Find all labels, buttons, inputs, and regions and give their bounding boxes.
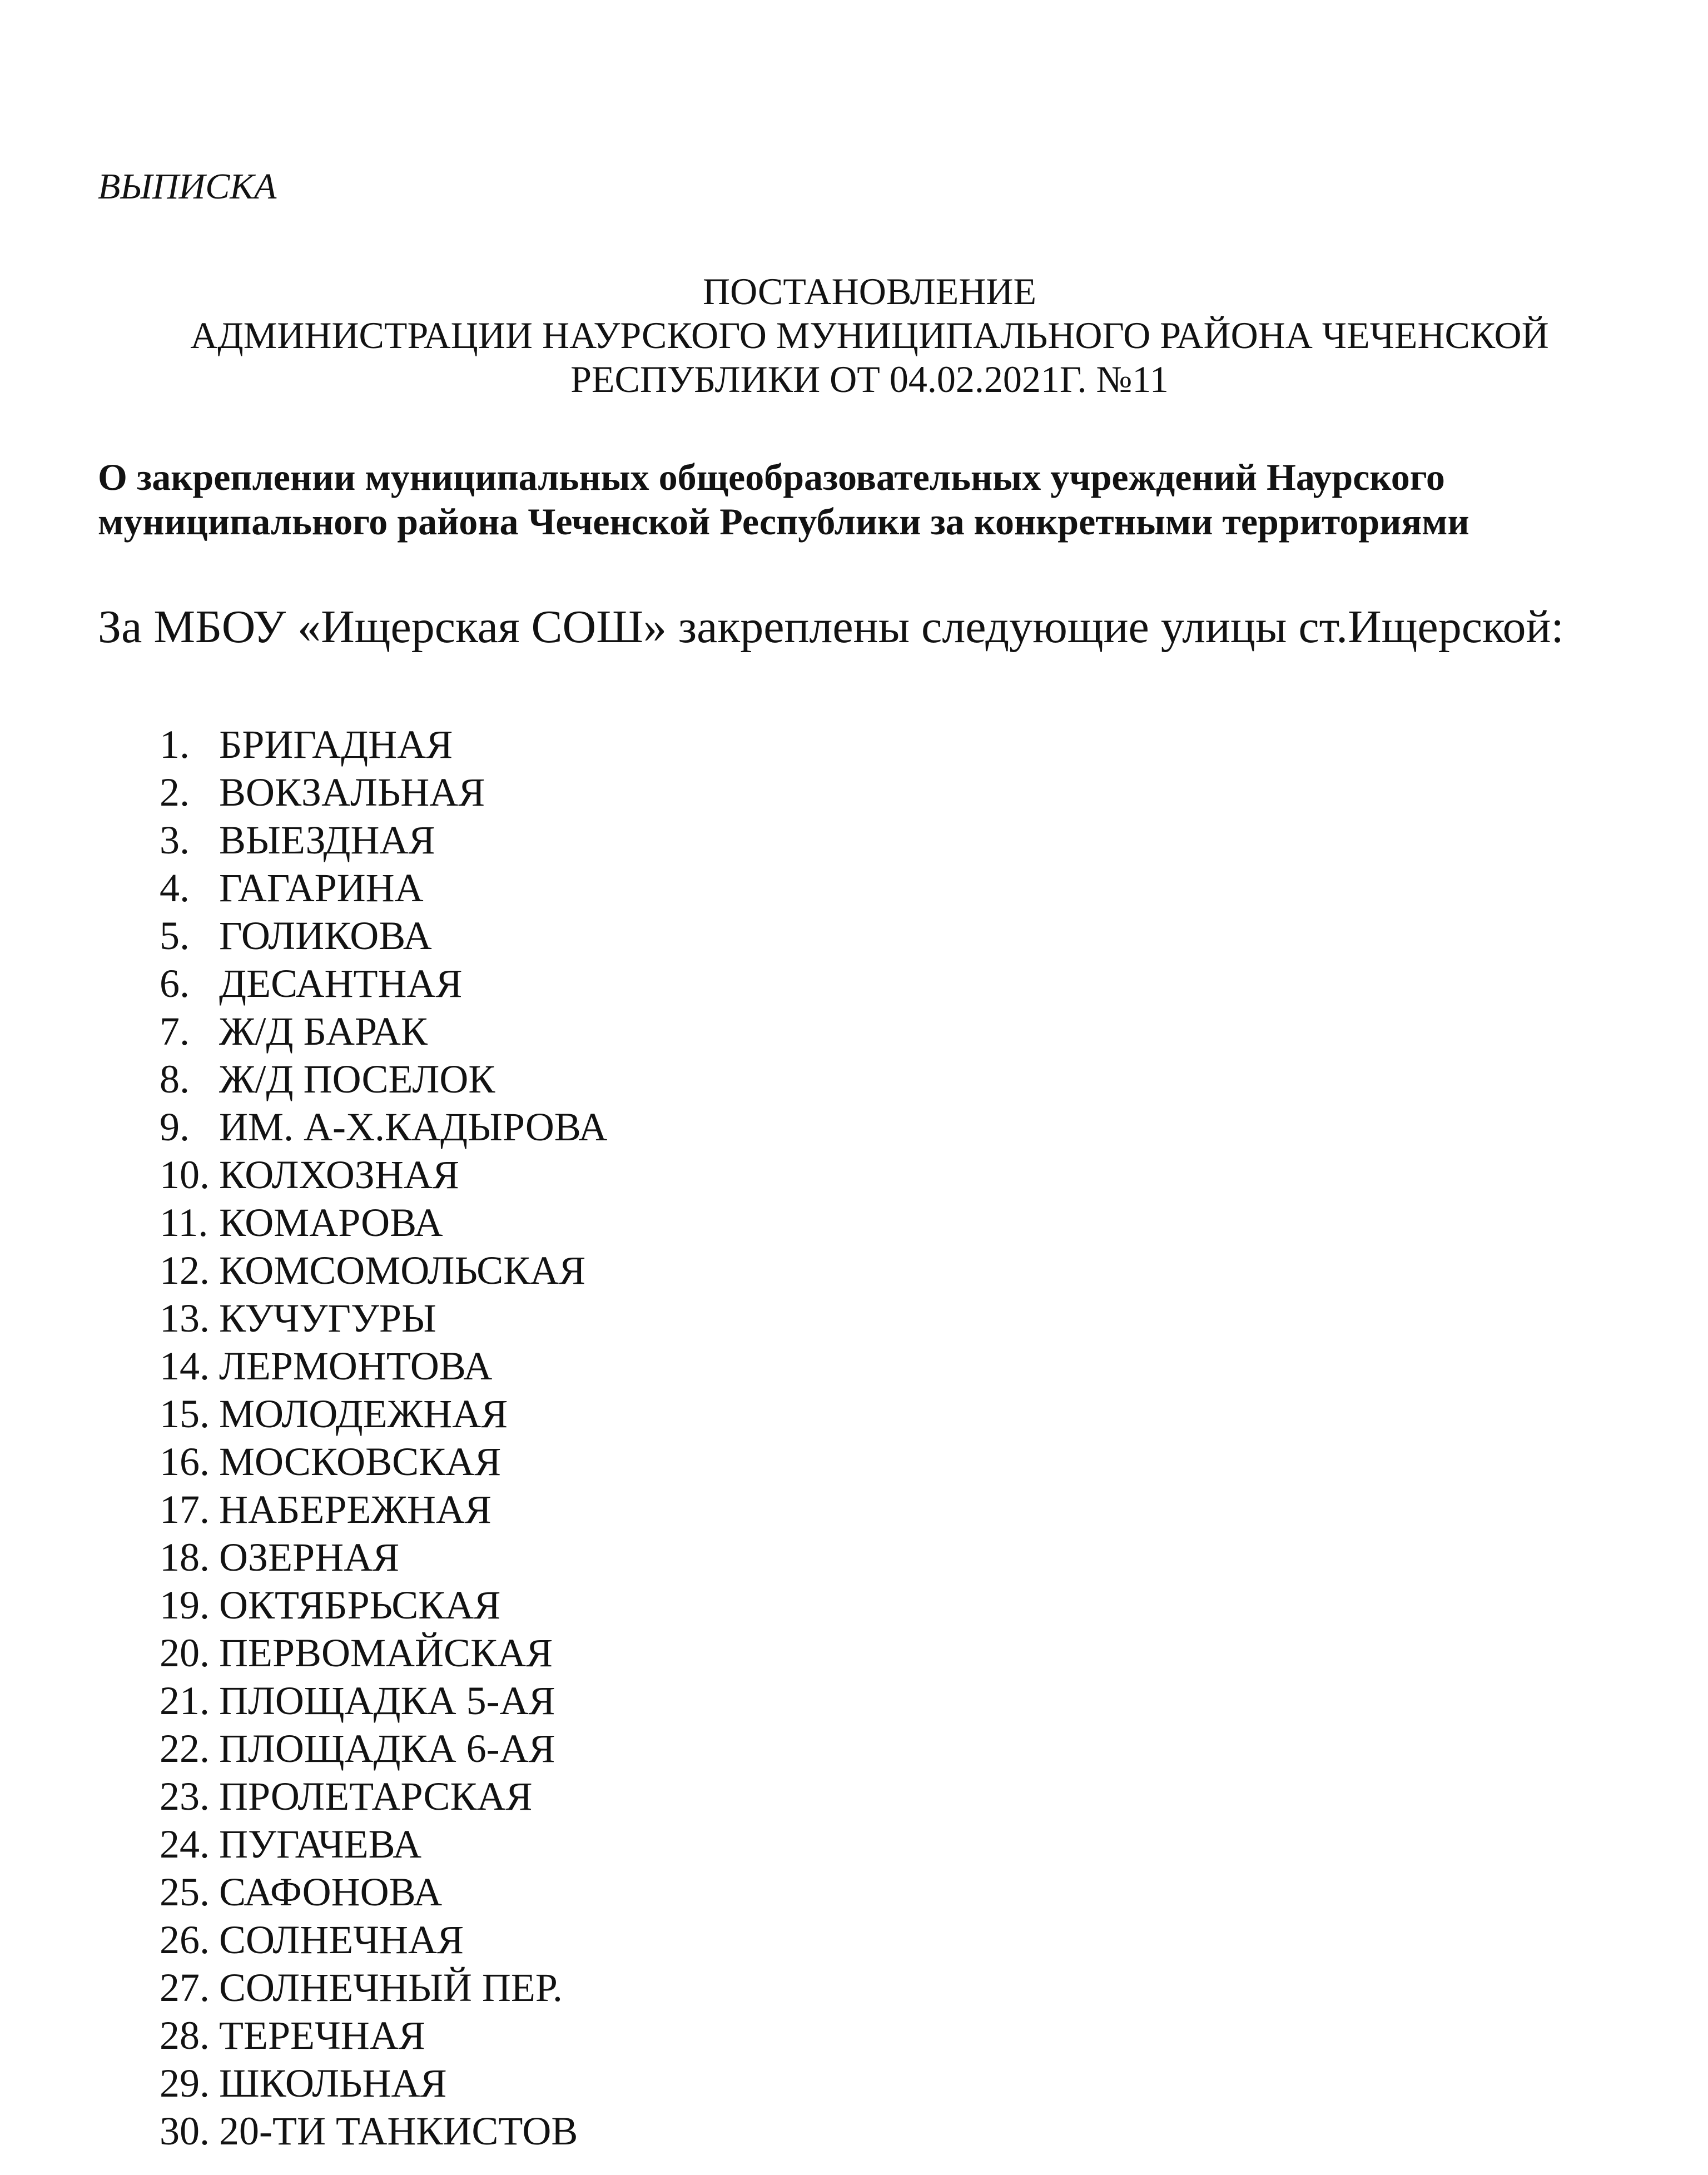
street-number: 4. <box>160 865 190 910</box>
street-list-item <box>98 816 1641 864</box>
street-list-item <box>98 2059 1641 2107</box>
street-name: ГОЛИКОВА <box>219 913 432 958</box>
street-name: ПЛОЩАДКА 5-АЯ <box>219 1678 555 1723</box>
street-number: 2. <box>160 769 190 815</box>
street-list-item <box>98 768 1641 816</box>
street-number: 11. <box>160 1200 208 1245</box>
street-list-item <box>98 1677 1641 1725</box>
street-number: 27. <box>160 1965 210 2010</box>
street-number: 7. <box>160 1009 190 1054</box>
street-name: Ж/Д БАРАК <box>219 1009 428 1054</box>
street-name: ПРОЛЕТАРСКАЯ <box>219 1774 533 1819</box>
street-number: 14. <box>160 1343 210 1388</box>
street-name: ТЕРЕЧНАЯ <box>219 2013 425 2058</box>
street-name: ОКТЯБРЬСКАЯ <box>219 1582 501 1627</box>
street-name: СОЛНЕЧНЫЙ ПЕР. <box>219 1965 563 2010</box>
street-list-item <box>98 1151 1641 1199</box>
street-number: 21. <box>160 1678 210 1723</box>
document-intro: За МБОУ «Ищерская СОШ» закреплены следующие улицы ст.Ищерской: <box>98 600 1564 653</box>
street-name: ИМ. А-Х.КАДЫРОВА <box>219 1104 608 1149</box>
street-name: НАБЕРЕЖНАЯ <box>219 1487 491 1532</box>
street-list-item <box>98 1820 1641 1868</box>
document-label: ВЫПИСКА <box>98 166 277 207</box>
street-number: 30. <box>160 2108 210 2153</box>
street-name: Ж/Д ПОСЕЛОК <box>219 1056 495 1101</box>
street-number: 6. <box>160 961 190 1006</box>
street-number: 5. <box>160 913 190 958</box>
subject-line-1: О закреплении муниципальных общеобразовательных учреждений Наурского <box>98 455 1445 498</box>
street-name: ПЛОЩАДКА 6-АЯ <box>219 1726 555 1771</box>
street-number: 15. <box>160 1391 210 1436</box>
street-list-item <box>98 864 1641 912</box>
street-name: КОЛХОЗНАЯ <box>219 1152 459 1197</box>
street-name: КУЧУГУРЫ <box>219 1295 436 1340</box>
street-number: 13. <box>160 1295 210 1340</box>
street-number: 17. <box>160 1487 210 1532</box>
street-number: 26. <box>160 1917 210 1962</box>
street-list-item <box>98 1103 1641 1151</box>
street-name: ПЕРВОМАЙСКАЯ <box>219 1630 553 1675</box>
street-list-item <box>98 721 1641 768</box>
street-name: ВЫЕЗДНАЯ <box>219 817 435 862</box>
street-list-item <box>98 1390 1641 1438</box>
street-number: 22. <box>160 1726 210 1771</box>
street-number: 3. <box>160 817 190 862</box>
street-list-item <box>98 1772 1641 1820</box>
street-list-item <box>98 1055 1641 1103</box>
street-list-item <box>98 1342 1641 1390</box>
street-number: 25. <box>160 1869 210 1914</box>
street-list-item <box>98 1868 1641 1916</box>
street-name: ГАГАРИНА <box>219 865 424 910</box>
subject-line-2: муниципального района Чеченской Республики за конкретными территориями <box>98 500 1469 543</box>
header-line-3: РЕСПУБЛИКИ ОТ 04.02.2021Г. №11 <box>570 357 1169 400</box>
street-list-item <box>98 1007 1641 1055</box>
street-name: МОЛОДЕЖНАЯ <box>219 1391 508 1436</box>
street-list-item <box>98 1486 1641 1533</box>
street-list-item <box>98 1964 1641 2012</box>
street-number: 16. <box>160 1439 210 1484</box>
street-list-item <box>98 1581 1641 1629</box>
street-name: ЛЕРМОНТОВА <box>219 1343 493 1388</box>
street-number: 18. <box>160 1535 210 1580</box>
street-number: 19. <box>160 1582 210 1627</box>
street-name: БРИГАДНАЯ <box>219 722 453 767</box>
street-list-item <box>98 1247 1641 1294</box>
street-list <box>98 721 1641 2155</box>
street-number: 28. <box>160 2013 210 2058</box>
street-list-item <box>98 1725 1641 1772</box>
street-list-item <box>98 2012 1641 2059</box>
street-name: ШКОЛЬНАЯ <box>219 2060 447 2106</box>
document-subject <box>98 455 1641 544</box>
street-list-item <box>98 1916 1641 1964</box>
street-name: ВОКЗАЛЬНАЯ <box>219 769 485 815</box>
header-line-1: ПОСТАНОВЛЕНИЕ <box>702 270 1037 312</box>
street-list-item <box>98 1533 1641 1581</box>
street-number: 10. <box>160 1152 210 1197</box>
street-number: 24. <box>160 1821 210 1866</box>
street-list-item <box>98 1294 1641 1342</box>
street-name: МОСКОВСКАЯ <box>219 1439 502 1484</box>
street-list-item <box>98 1199 1641 1247</box>
street-name: ПУГАЧЕВА <box>219 1821 422 1866</box>
street-number: 1. <box>160 722 190 767</box>
street-list-item <box>98 1438 1641 1486</box>
street-name: ДЕСАНТНАЯ <box>219 961 463 1006</box>
street-name: СОЛНЕЧНАЯ <box>219 1917 464 1962</box>
street-list-item <box>98 1629 1641 1677</box>
street-name: САФОНОВА <box>219 1869 443 1914</box>
document-header <box>98 270 1641 401</box>
street-list-item <box>98 2107 1641 2155</box>
street-list-item <box>98 960 1641 1007</box>
street-number: 8. <box>160 1056 190 1101</box>
header-line-2: АДМИНИСТРАЦИИ НАУРСКОГО МУНИЦИПАЛЬНОГО РАЙОНА ЧЕЧЕНСКОЙ <box>190 314 1549 356</box>
street-number: 9. <box>160 1104 190 1149</box>
street-number: 29. <box>160 2060 210 2106</box>
street-list-item <box>98 912 1641 960</box>
street-number: 12. <box>160 1248 210 1293</box>
street-name: КОМСОМОЛЬСКАЯ <box>219 1248 586 1293</box>
street-number: 23. <box>160 1774 210 1819</box>
street-name: КОМАРОВА <box>219 1200 443 1245</box>
street-name: 20-ТИ ТАНКИСТОВ <box>219 2108 578 2153</box>
street-number: 20. <box>160 1630 210 1675</box>
street-name: ОЗЕРНАЯ <box>219 1535 400 1580</box>
